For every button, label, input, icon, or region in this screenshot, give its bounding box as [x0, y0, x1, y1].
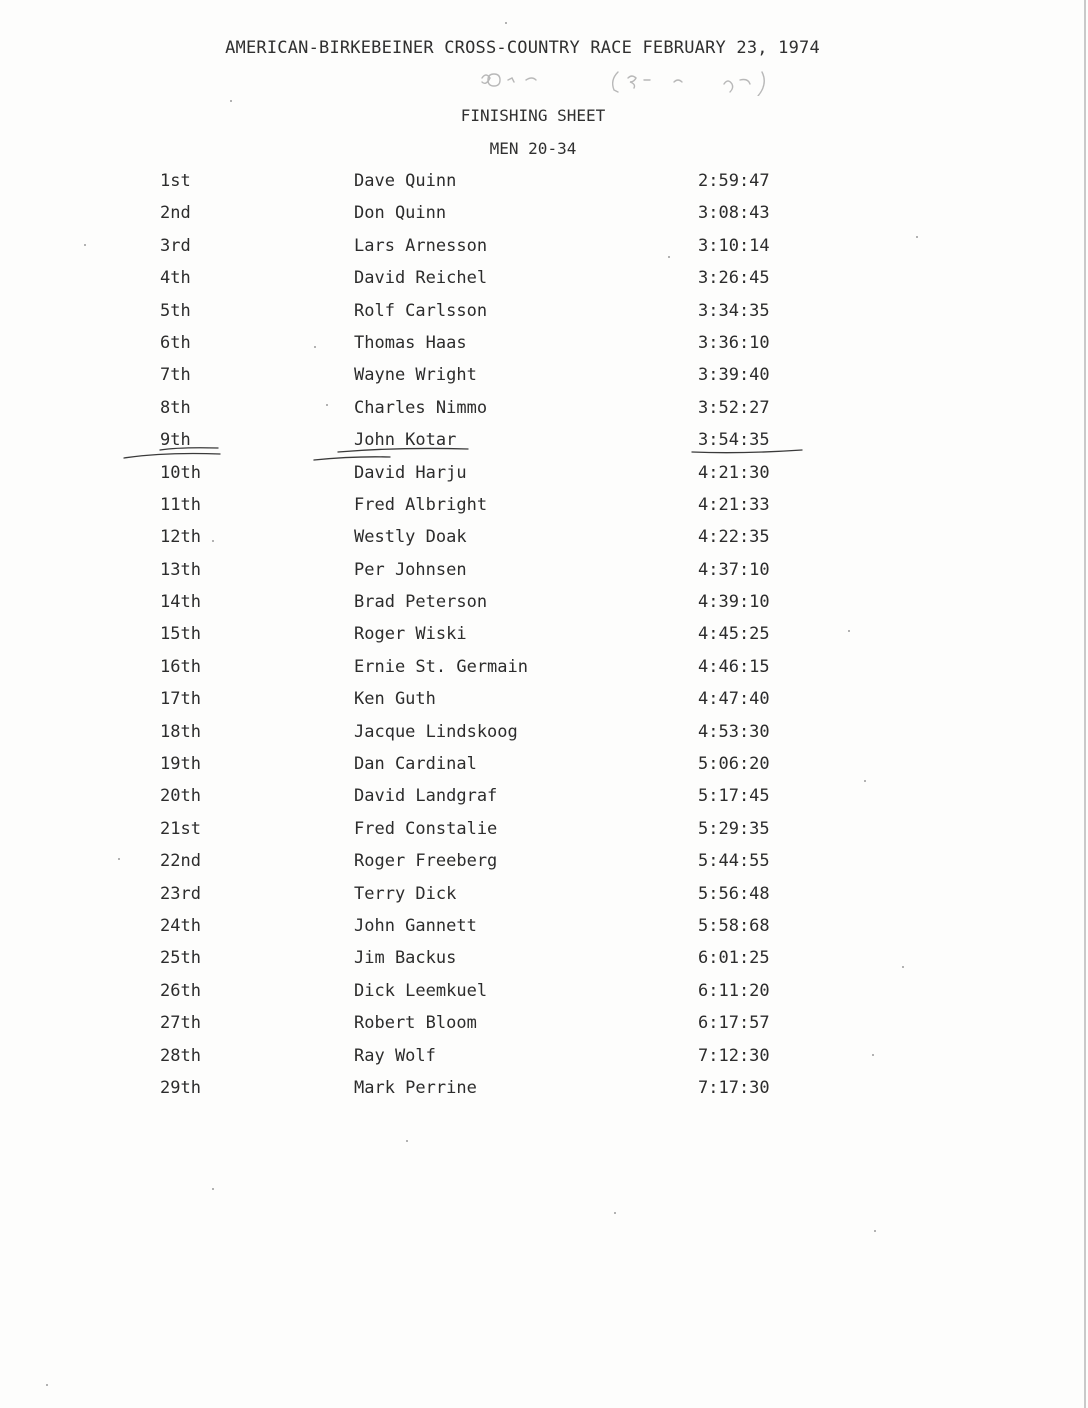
name-cell: Jacque Lindskoog — [354, 721, 518, 742]
result-row — [0, 979, 1088, 1011]
place-cell: 17th — [160, 689, 201, 710]
name-cell: Ray Wolf — [354, 1045, 436, 1066]
scan-speck — [118, 858, 120, 860]
scan-speck — [872, 1054, 874, 1056]
scan-speck — [406, 1140, 408, 1142]
result-row — [0, 622, 1088, 654]
name-cell: Brad Peterson — [354, 592, 488, 613]
name-cell: Charles Nimmo — [354, 397, 488, 418]
name-cell: David Reichel — [354, 268, 488, 289]
name-cell: Fred Constalie — [354, 818, 498, 839]
name-cell: Dick Leemkuel — [354, 980, 488, 1001]
time-cell: 3:54:35 — [698, 430, 770, 451]
result-row — [0, 849, 1088, 881]
result-row — [0, 558, 1088, 590]
scan-speck — [212, 540, 214, 542]
name-cell: Mark Perrine — [354, 1077, 477, 1098]
scan-speck — [614, 1212, 616, 1214]
place-cell: 20th — [160, 786, 201, 807]
scan-speck — [505, 22, 507, 24]
scan-speck — [230, 100, 232, 102]
result-row — [0, 882, 1088, 914]
result-row — [0, 752, 1088, 784]
place-cell: 22nd — [160, 851, 201, 872]
result-row — [0, 169, 1088, 201]
place-cell: 3rd — [160, 235, 191, 256]
name-cell: David Landgraf — [354, 786, 498, 807]
place-cell: 21st — [160, 818, 201, 839]
name-cell: Roger Freeberg — [354, 851, 498, 872]
name-cell: Westly Doak — [354, 527, 467, 548]
result-row — [0, 817, 1088, 849]
scan-speck — [916, 236, 918, 238]
scan-speck — [46, 1384, 48, 1386]
name-cell: Terry Dick — [354, 883, 457, 904]
name-cell: John Kotar — [354, 430, 457, 451]
place-cell: 2nd — [160, 203, 191, 224]
time-cell: 4:53:30 — [698, 721, 770, 742]
place-cell: 19th — [160, 754, 201, 775]
result-row — [0, 396, 1088, 428]
place-cell: 15th — [160, 624, 201, 645]
place-cell: 9th — [160, 430, 191, 451]
place-cell: 10th — [160, 462, 201, 483]
time-cell: 3:39:40 — [698, 365, 770, 386]
name-cell: David Harju — [354, 462, 467, 483]
document-title: AMERICAN-BIRKEBEINER CROSS-COUNTRY RACE FEBRUARY 23, 1974 — [225, 38, 820, 58]
sheet-title: FINISHING SHEET — [460, 106, 606, 125]
name-cell: Robert Bloom — [354, 1013, 477, 1034]
name-cell: Roger Wiski — [354, 624, 467, 645]
category-label: MEN 20-34 — [489, 139, 577, 158]
time-cell: 7:17:30 — [698, 1077, 770, 1098]
place-cell: 14th — [160, 592, 201, 613]
time-cell: 3:26:45 — [698, 268, 770, 289]
result-row — [0, 363, 1088, 395]
name-cell: John Gannett — [354, 915, 477, 936]
name-cell: Jim Backus — [354, 948, 457, 969]
result-row — [0, 784, 1088, 816]
handwritten-note — [478, 66, 778, 96]
time-cell: 5:44:55 — [698, 851, 770, 872]
result-row — [0, 201, 1088, 233]
time-cell: 4:21:33 — [698, 494, 770, 515]
result-row — [0, 525, 1088, 557]
time-cell: 4:47:40 — [698, 689, 770, 710]
scan-speck — [864, 780, 866, 782]
time-cell: 5:29:35 — [698, 818, 770, 839]
result-row — [0, 590, 1088, 622]
result-row — [0, 687, 1088, 719]
time-cell: 6:11:20 — [698, 980, 770, 1001]
result-row — [0, 720, 1088, 752]
time-cell: 7:12:30 — [698, 1045, 770, 1066]
place-cell: 18th — [160, 721, 201, 742]
scan-speck — [902, 966, 904, 968]
scan-speck — [212, 1188, 214, 1190]
time-cell: 4:37:10 — [698, 559, 770, 580]
place-cell: 26th — [160, 980, 201, 1001]
name-cell: Dan Cardinal — [354, 754, 477, 775]
scan-speck — [84, 244, 86, 246]
place-cell: 16th — [160, 656, 201, 677]
result-row — [0, 1011, 1088, 1043]
time-cell: 4:22:35 — [698, 527, 770, 548]
result-row — [0, 234, 1088, 266]
time-cell: 5:06:20 — [698, 754, 770, 775]
name-cell: Ernie St. Germain — [354, 656, 528, 677]
place-cell: 11th — [160, 494, 201, 515]
time-cell: 5:58:68 — [698, 915, 770, 936]
name-cell: Don Quinn — [354, 203, 447, 224]
name-cell: Lars Arnesson — [354, 235, 488, 256]
place-cell: 6th — [160, 332, 191, 353]
scan-speck — [314, 346, 316, 348]
scan-speck — [874, 1230, 876, 1232]
place-cell: 27th — [160, 1013, 201, 1034]
handwritten-underline — [120, 438, 820, 468]
time-cell: 3:36:10 — [698, 332, 770, 353]
results-list — [0, 169, 1088, 1108]
result-row — [0, 1076, 1088, 1108]
time-cell: 5:17:45 — [698, 786, 770, 807]
scan-speck — [326, 404, 328, 406]
place-cell: 5th — [160, 300, 191, 321]
place-cell: 29th — [160, 1077, 201, 1098]
place-cell: 23rd — [160, 883, 201, 904]
time-cell: 6:17:57 — [698, 1013, 770, 1034]
scan-speck — [848, 630, 850, 632]
place-cell: 25th — [160, 948, 201, 969]
name-cell: Thomas Haas — [354, 332, 467, 353]
name-cell: Dave Quinn — [354, 171, 457, 191]
result-row — [0, 493, 1088, 525]
time-cell: 3:10:14 — [698, 235, 770, 256]
place-cell: 7th — [160, 365, 191, 386]
page-edge-shadow — [1084, 0, 1086, 1408]
scan-speck — [668, 256, 670, 258]
result-row — [0, 946, 1088, 978]
time-cell: 6:01:25 — [698, 948, 770, 969]
place-cell: 28th — [160, 1045, 201, 1066]
time-cell: 5:56:48 — [698, 883, 770, 904]
place-cell: 1st — [160, 171, 191, 191]
time-cell: 3:08:43 — [698, 203, 770, 224]
time-cell: 3:34:35 — [698, 300, 770, 321]
place-cell: 12th — [160, 527, 201, 548]
time-cell: 2:59:47 — [698, 171, 770, 191]
time-cell: 4:46:15 — [698, 656, 770, 677]
place-cell: 8th — [160, 397, 191, 418]
time-cell: 3:52:27 — [698, 397, 770, 418]
time-cell: 4:39:10 — [698, 592, 770, 613]
result-row — [0, 299, 1088, 331]
result-row — [0, 331, 1088, 363]
name-cell: Per Johnsen — [354, 559, 467, 580]
result-row — [0, 266, 1088, 298]
place-cell: 24th — [160, 915, 201, 936]
time-cell: 4:21:30 — [698, 462, 770, 483]
result-row — [0, 1044, 1088, 1076]
place-cell: 4th — [160, 268, 191, 289]
place-cell: 13th — [160, 559, 201, 580]
name-cell: Rolf Carlsson — [354, 300, 488, 321]
result-row — [0, 914, 1088, 946]
name-cell: Ken Guth — [354, 689, 436, 710]
name-cell: Fred Albright — [354, 494, 488, 515]
result-row — [0, 655, 1088, 687]
time-cell: 4:45:25 — [698, 624, 770, 645]
name-cell: Wayne Wright — [354, 365, 477, 386]
